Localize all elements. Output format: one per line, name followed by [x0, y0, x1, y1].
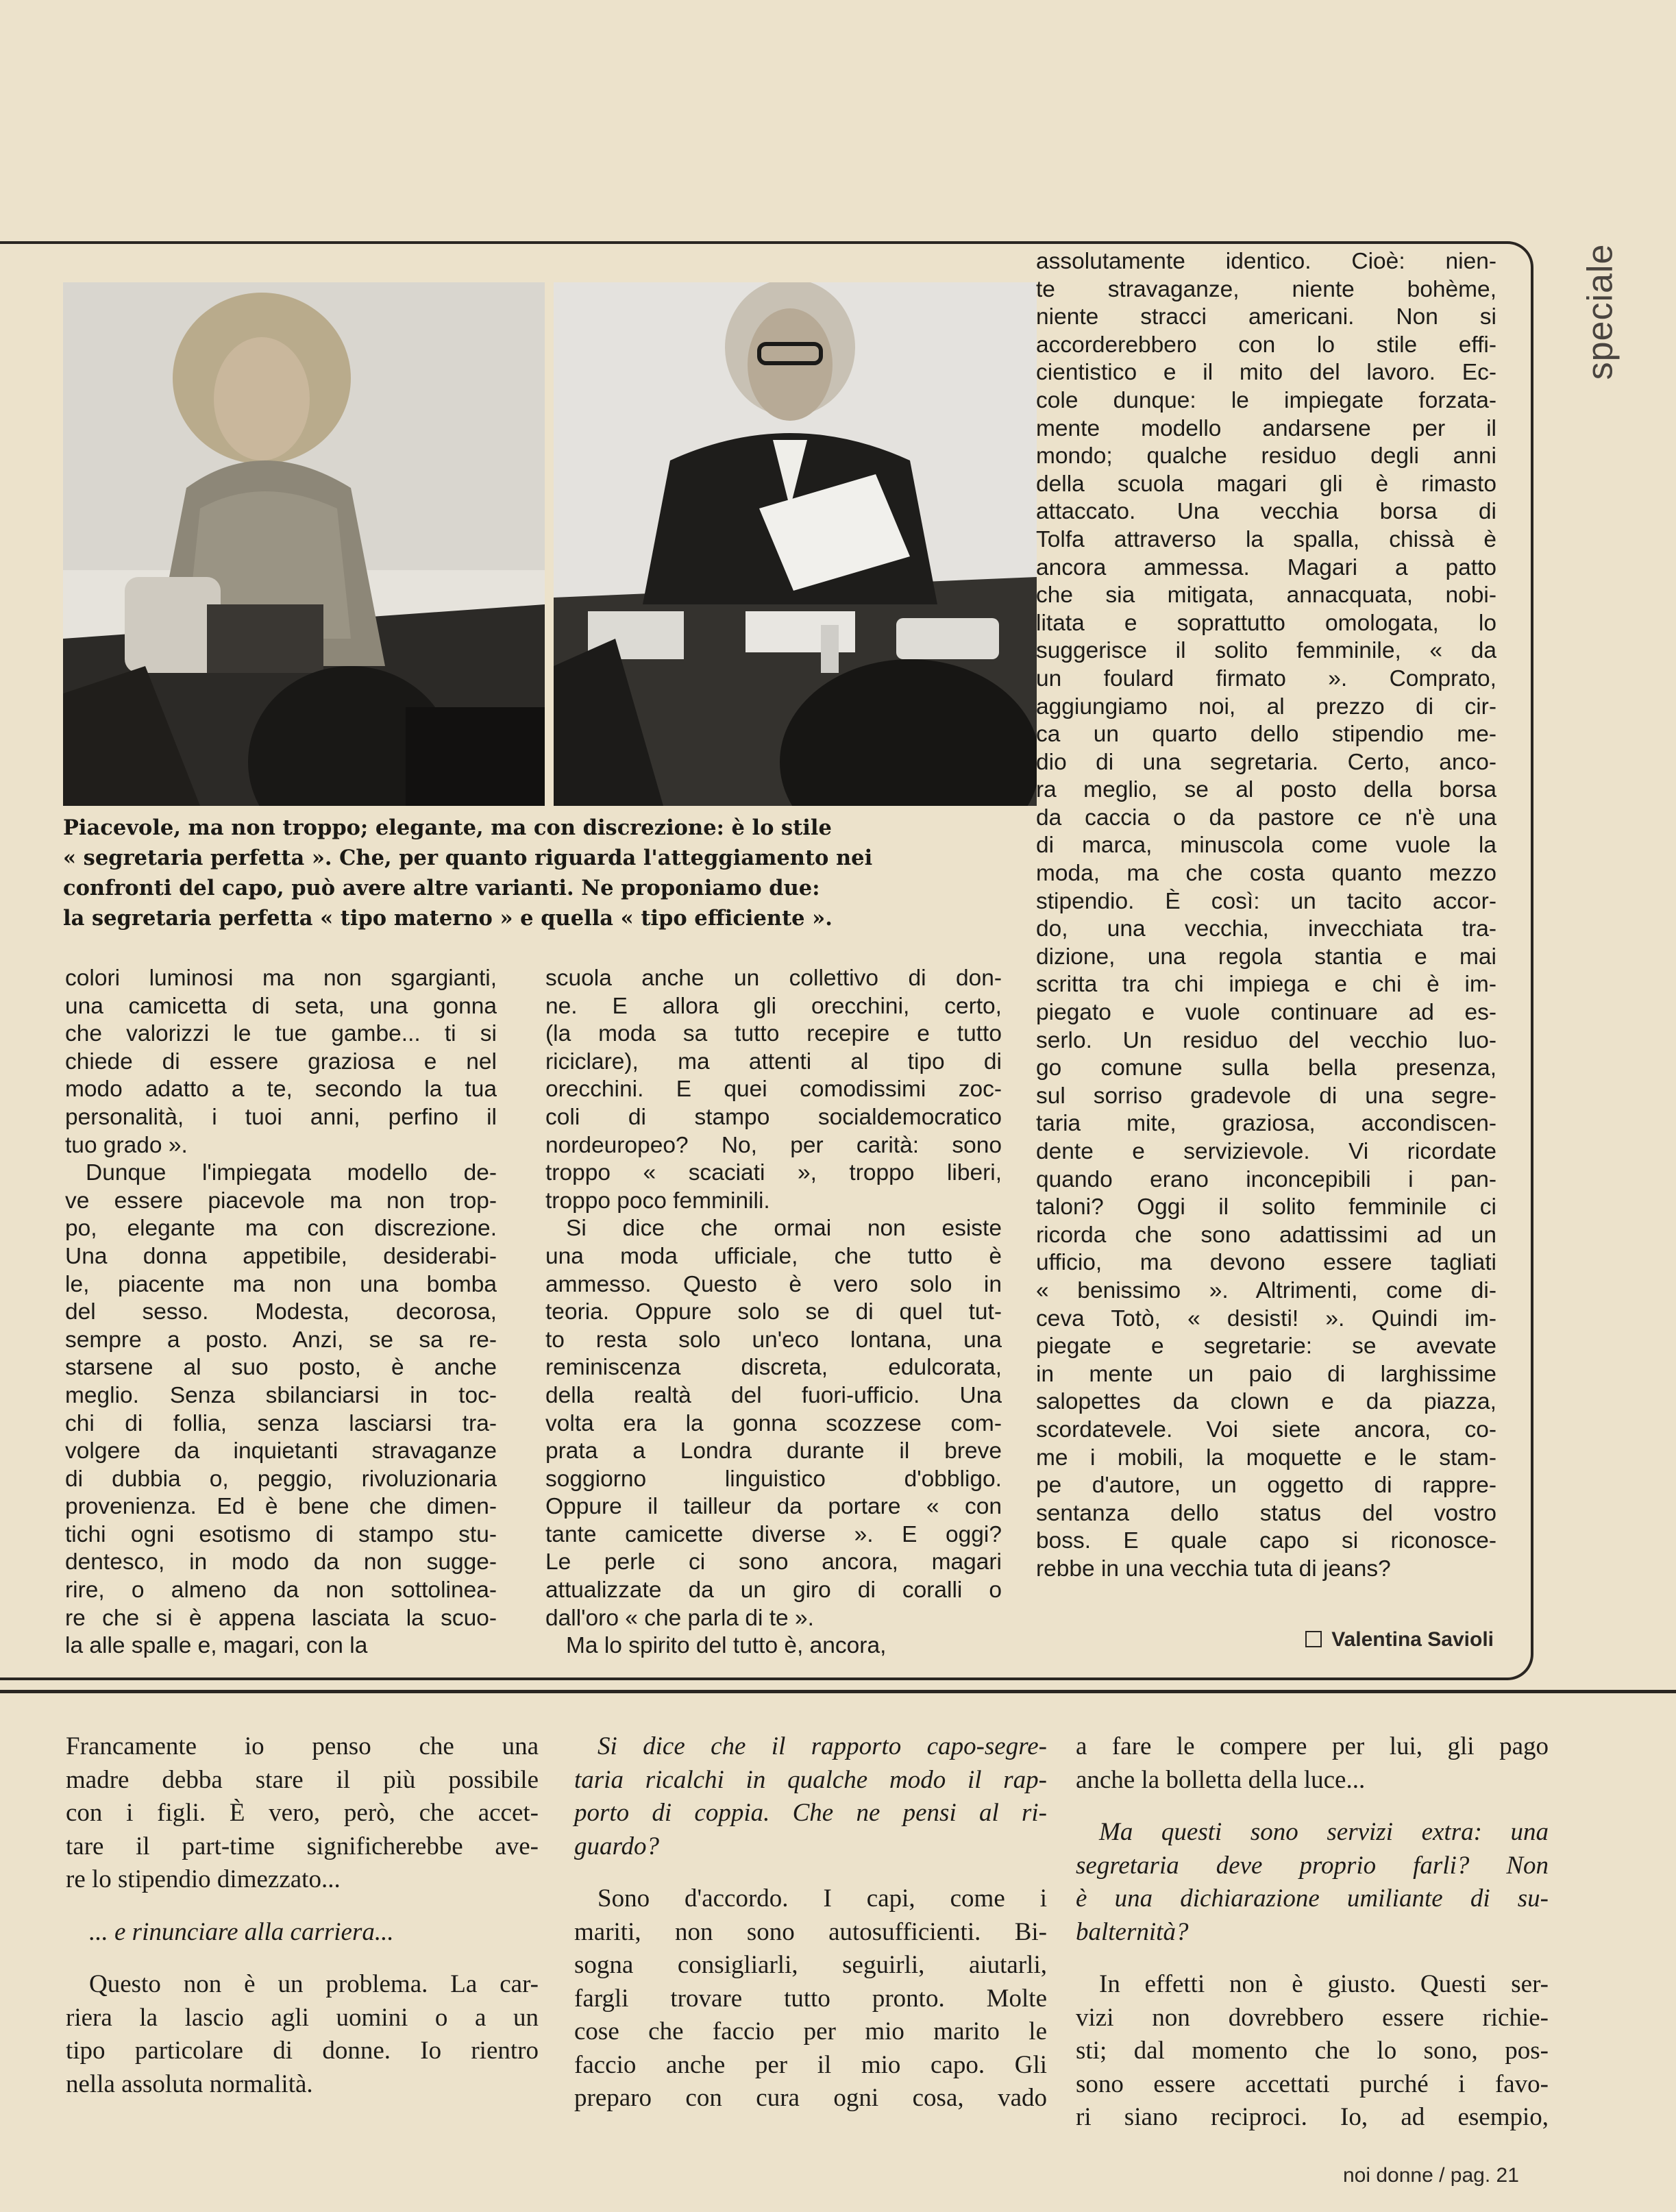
text-line: porto di coppia. Che ne pensi al ri-: [574, 1799, 1047, 1827]
page-footer: noi donne / pag. 21: [1343, 2164, 1519, 2187]
text-line: madre debba stare il più possibile: [66, 1765, 539, 1794]
text-line: Ma lo spirito del tutto è, ancora,: [566, 1633, 887, 1659]
text-line: assolutamente identico. Cioè: nien-: [1036, 249, 1496, 274]
interview-column-3: [1076, 1730, 1549, 2135]
text-line: suggerisce il solito femminile, « da: [1036, 638, 1496, 664]
text-line: la alle spalle e, magari, con la: [65, 1633, 368, 1659]
text-line: (la moda sa tutto recepire e tutto: [545, 1021, 1002, 1047]
text-line: dizione, una regola stantia e mai: [1036, 944, 1496, 970]
text-line: quando erano inconcepibili i pan-: [1036, 1166, 1496, 1192]
text-line: ceva Totò, « desisti! ». Quindi im-: [1036, 1305, 1496, 1331]
text-line: soggiorno linguistico d'obbligo.: [545, 1466, 1002, 1492]
text-line: che valorizzi le tue gambe... ti si: [65, 1021, 497, 1047]
text-line: ve essere piacevole ma non trop-: [65, 1188, 497, 1214]
text-line: moda, ma che costa quanto mezzo: [1036, 861, 1496, 887]
text-line: Francamente io penso che una: [66, 1732, 539, 1760]
article-column-2: [545, 965, 1002, 1660]
text-line: guardo?: [574, 1832, 660, 1860]
text-line: Questo non è un problema. La car-: [89, 1970, 539, 1998]
caption-line: « segretaria perfetta ». Che, per quanto riguarda l'atteggiamento nei: [63, 846, 873, 870]
text-line: « benissimo ». Altrimenti, come di-: [1036, 1277, 1496, 1303]
text-line: tare il part-time significherebbe ave-: [66, 1832, 539, 1860]
text-line: personalità, i tuoi anni, perfino il: [65, 1104, 497, 1130]
text-line: piegate e segretarie: se avevate: [1036, 1334, 1496, 1360]
paragraph-gap: [1076, 1949, 1549, 1968]
text-line: dio di una segretaria. Certo, anco-: [1036, 749, 1496, 775]
text-line: po, elegante ma con discrezione.: [65, 1216, 497, 1242]
text-line: della realtà del fuori-ufficio. Una: [545, 1382, 1002, 1408]
photo-caption: [63, 813, 1036, 933]
text-line: go comune sulla bella presenza,: [1036, 1055, 1496, 1081]
text-line: Una donna appetibile, desiderabi-: [65, 1243, 497, 1269]
text-line: me i mobili, la moquette e le stam-: [1036, 1445, 1496, 1471]
text-line: dentesco, in modo da non sugge-: [65, 1549, 497, 1575]
text-line: provenienza. Ed è bene che dimen-: [65, 1494, 497, 1520]
text-line: Sono d'accordo. I capi, come i: [597, 1884, 1047, 1913]
text-line: attaccato. Una vecchia borsa di: [1036, 499, 1496, 525]
text-line: chiede di essere graziosa e nel: [65, 1048, 497, 1074]
text-line: tante camicette diverse ». E oggi?: [545, 1521, 1002, 1547]
text-line: cose che faccio per mio marito le: [574, 2017, 1047, 2045]
text-line: piegato e vuole continuare ad es-: [1036, 1000, 1496, 1026]
text-line: dall'oro « che parla di te ».: [545, 1605, 814, 1631]
text-line: scuola anche un collettivo di don-: [545, 966, 1002, 991]
text-line: sti; dal momento che lo sono, pos-: [1076, 2037, 1549, 2065]
text-line: troppo « scaciati », troppo liberi,: [545, 1160, 1002, 1186]
paragraph-gap: [574, 1863, 1047, 1882]
text-line: ricorda che sono adattissimi ad un: [1036, 1222, 1496, 1248]
paragraph-gap: [66, 1949, 539, 1968]
text-line: Si dice che ormai non esiste: [566, 1216, 1002, 1242]
text-line: boss. E quale capo si riconosce-: [1036, 1528, 1496, 1554]
text-line: una moda ufficiale, che tutto è: [545, 1243, 1002, 1269]
photo-maternal-secretary: [63, 282, 545, 806]
text-line: ammesso. Questo è vero solo in: [545, 1271, 1002, 1297]
text-line: della scuola magari gli è rimasto: [1036, 471, 1496, 497]
author-signature: Valentina Savioli: [1274, 1628, 1494, 1651]
text-line: Ma questi sono servizi extra: una: [1099, 1818, 1549, 1846]
text-line: Oppure il tailleur da portare « con: [545, 1494, 1002, 1520]
text-line: Tolfa attraverso la spalla, chissà è: [1036, 526, 1496, 552]
text-line: tipo particolare di donne. Io rientro: [66, 2037, 539, 2065]
text-line: un foulard firmato ». Comprato,: [1036, 665, 1496, 691]
text-line: sempre a posto. Anzi, se sa re-: [65, 1327, 497, 1353]
interview-column-1: [66, 1730, 539, 2101]
text-line: sul sorriso gradevole di una segre-: [1036, 1083, 1496, 1109]
text-line: dente e servizievole. Vi ricordate: [1036, 1139, 1496, 1164]
text-line: taloni? Oggi il solito femminile ci: [1036, 1194, 1496, 1220]
text-line: meglio. Senza sbilanciarsi in toc-: [65, 1382, 497, 1408]
caption-line: confronti del capo, può avere altre varianti. Ne proponiamo due:: [63, 876, 820, 900]
text-line: mondo; qualche residuo degli anni: [1036, 443, 1496, 469]
text-line: to resta solo un'eco lontana, una: [545, 1327, 1002, 1353]
text-line: taria ricalchi in qualche modo il rap-: [574, 1765, 1047, 1794]
text-line: Si dice che il rapporto capo-segre-: [597, 1732, 1047, 1760]
text-line: teoria. Oppure solo se di quel tut-: [545, 1299, 1002, 1325]
text-line: scritta tra chi impiega e chi è im-: [1036, 972, 1496, 998]
text-line: prata a Londra durante il breve: [545, 1438, 1002, 1464]
text-line: rebbe in una vecchia tuta di jeans?: [1036, 1556, 1391, 1582]
text-line: con i figli. È vero, però, che accet-: [66, 1799, 539, 1827]
text-line: ancora ammessa. Magari a patto: [1036, 554, 1496, 580]
section-divider: [0, 1690, 1676, 1693]
text-line: accorderebbero con lo stile effi-: [1036, 332, 1496, 358]
text-line: litata e soprattutto omologata, lo: [1036, 610, 1496, 636]
text-line: anche la bolletta della luce...: [1076, 1765, 1366, 1794]
text-line: Dunque l'impiegata modello de-: [86, 1160, 497, 1186]
text-line: chi di follia, senza lasciarsi tra-: [65, 1410, 497, 1436]
text-line: riera la lascio agli uomini o a un: [66, 2003, 539, 2032]
text-line: nella assoluta normalità.: [66, 2069, 313, 2098]
text-line: rire, o almeno da non sottolinea-: [65, 1577, 497, 1603]
text-line: tichi ogni esotismo di stampo stu-: [65, 1521, 497, 1547]
article-column-1: [65, 965, 497, 1660]
text-line: starsene al suo posto, è anche: [65, 1355, 497, 1381]
text-line: sentanza dello status del vostro: [1036, 1500, 1496, 1526]
text-line: reminiscenza discreta, edulcorata,: [545, 1355, 1002, 1381]
text-line: ufficio, ma devono essere tagliati: [1036, 1250, 1496, 1276]
text-line: In effetti non è giusto. Questi ser-: [1099, 1970, 1549, 1998]
article-column-3: [1036, 248, 1496, 1584]
text-line: in mente un paio di larghissime: [1036, 1361, 1496, 1387]
text-line: ... e rinunciare alla carriera...: [89, 1917, 394, 1946]
text-line: le, piacente ma non una bomba: [65, 1271, 497, 1297]
paragraph-gap: [1076, 1797, 1549, 1816]
text-line: a fare le compere per lui, gli pago: [1076, 1732, 1549, 1760]
text-line: che sia mitigata, annacquata, nobi-: [1036, 582, 1496, 609]
text-line: cientistico e il mito del lavoro. Ec-: [1036, 360, 1496, 386]
photo-efficient-secretary: [554, 282, 1037, 806]
text-line: orecchini. E quei comodissimi zoc-: [545, 1077, 1002, 1103]
text-line: re che si è appena lasciata la scuo-: [65, 1605, 497, 1631]
text-line: una camicetta di seta, una gonna: [65, 993, 497, 1019]
text-line: nordeuropeo? No, per carità: sono: [545, 1132, 1002, 1158]
text-line: tuo grado ».: [65, 1132, 188, 1158]
caption-line: Piacevole, ma non troppo; elegante, ma con discrezione: è lo stile: [63, 815, 832, 840]
text-line: taria mite, graziosa, accondiscen-: [1036, 1111, 1496, 1137]
text-line: da caccia o da pastore ce n'è una: [1036, 804, 1496, 831]
end-mark-square: [1305, 1631, 1322, 1647]
text-line: niente stracci americani. Non si: [1036, 304, 1496, 330]
text-line: balternità?: [1076, 1917, 1189, 1946]
text-line: segretaria deve proprio farli? Non: [1076, 1851, 1549, 1880]
text-line: attualizzate da un giro di coralli o: [545, 1577, 1002, 1603]
text-line: di dubbia o, peggio, rivoluzionaria: [65, 1466, 497, 1492]
text-line: volta era la gonna scozzese com-: [545, 1410, 1002, 1436]
text-line: ri siano reciproci. Io, ad esempio,: [1076, 2103, 1549, 2131]
caption-line: la segretaria perfetta « tipo materno » e quella « tipo efficiente ».: [63, 906, 833, 931]
text-line: scordatevele. Voi siete ancora, co-: [1036, 1416, 1496, 1442]
text-line: do, una vecchia, invecchiata tra-: [1036, 916, 1496, 942]
text-line: mente modello andarsene per il: [1036, 415, 1496, 441]
text-line: pe d'autore, un oggetto di rappre-: [1036, 1473, 1496, 1499]
text-line: sogna consigliarli, seguirli, aiutarli,: [574, 1951, 1047, 1979]
text-line: ra meglio, se al posto della borsa: [1036, 777, 1496, 803]
text-line: salopettes da clown e da piazza,: [1036, 1389, 1496, 1415]
paragraph-gap: [66, 1897, 539, 1916]
text-line: re lo stipendio dimezzato...: [66, 1865, 341, 1893]
text-line: preparo con cura ogni cosa, vado: [574, 2084, 1047, 2112]
text-line: di marca, minuscola come vuole la: [1036, 833, 1496, 859]
text-line: mariti, non sono autosufficienti. Bi-: [574, 1917, 1047, 1946]
text-line: Le perle ci sono ancora, magari: [545, 1549, 1002, 1575]
text-line: faccio anche per il mio capo. Gli: [574, 2050, 1047, 2079]
text-line: modo adatto a te, secondo la tua: [65, 1077, 497, 1103]
text-line: riciclare), ma attenti al tipo di: [545, 1048, 1002, 1074]
text-line: serlo. Un residuo del vecchio luo-: [1036, 1027, 1496, 1053]
text-line: del sesso. Modesta, decorosa,: [65, 1299, 497, 1325]
text-line: aggiungiamo noi, al prezzo di cir-: [1036, 693, 1496, 720]
text-line: stipendio. È così: un tacito accor-: [1036, 888, 1496, 914]
text-line: sono essere accettati purché i favo-: [1076, 2069, 1549, 2098]
section-label: speciale: [1580, 243, 1620, 380]
text-line: troppo poco femminili.: [545, 1188, 770, 1214]
text-line: te stravaganze, niente bohème,: [1036, 276, 1496, 302]
text-line: coli di stampo socialdemocratico: [545, 1104, 1002, 1130]
text-line: è una dichiarazione umiliante di su-: [1076, 1884, 1549, 1913]
text-line: ca un quarto dello stipendio me-: [1036, 722, 1496, 748]
interview-column-2: [574, 1730, 1047, 2115]
text-line: ne. E allora gli orecchini, certo,: [545, 993, 1002, 1019]
text-line: colori luminosi ma non sgargianti,: [65, 966, 497, 991]
text-line: vizi non dovrebbero essere richie-: [1076, 2003, 1549, 2032]
text-line: cole dunque: le impiegate forzata-: [1036, 387, 1496, 413]
text-line: volgere da inquietanti stravaganze: [65, 1438, 497, 1464]
text-line: fargli trovare tutto pronto. Molte: [574, 1984, 1047, 2013]
